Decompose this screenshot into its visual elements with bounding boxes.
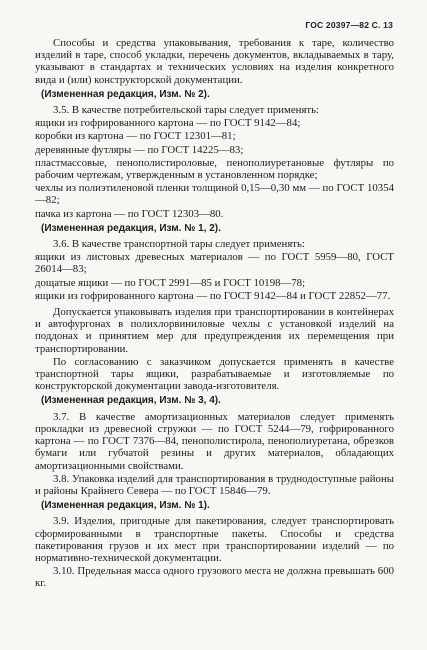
list-line: ящики из гофрированного картона — по ГОСТ 9142—84 и ГОСТ 22852—77. [35,289,391,302]
section-3-6: 3.6. В качестве транспортной тары следует применять: [53,238,305,251]
section-3-8: 3.8. Упаковка изделий для транспортирования в труднодоступные районы и районы Крайнего Севера — по ГОСТ 15846—79. [35,472,394,497]
section-3-10: 3.10. Предельная масса одного грузового места не должна превышать 600 кг. [35,565,394,590]
paragraph: Допускается упаковывать изделия при транспортировании в контейнерах и автофургонах в полихлорвиниловые чехлы с установкой изделий на поддонах и принятием мер для предупреждения их перемещения при транспортировании. [35,306,394,355]
list-line: чехлы из полиэтиленовой пленки толщиной 0,15—0,30 мм — по ГОСТ 10354—82; [35,182,394,207]
amendment-note: (Измененная редакция, Изм. № 3, 4). [41,395,221,407]
paragraph: Способы и средства упаковывания, требования к таре, количество изделий в таре, способ укладки, перечень документов, вкладываемых в тару, указывают в стандартах и технических условиях на изделия конкретного вида и (или) конструкторской документации. [35,37,394,86]
list-line: дощатые ящики — по ГОСТ 2991—85 и ГОСТ 10198—78; [35,276,306,289]
list-line: ящики из листовых древесных материалов — по ГОСТ 5959—80, ГОСТ 26014—83; [35,251,394,276]
list-line: пачка из картона — по ГОСТ 12303—80. [35,207,224,220]
document-body [35,37,394,591]
list-line: ящики из гофрированного картона — по ГОСТ 9142—84; [35,117,301,130]
list-line: деревянные футляры — по ГОСТ 14225—83; [35,143,244,156]
list-line: коробки из картона — по ГОСТ 12301—81; [35,130,236,143]
section-3-7: 3.7. В качестве амортизационных материалов следует применять прокладки из древесной стружки — по ГОСТ 5244—79, гофрированного картона — по ГОСТ 7376—84, пенополистирола, пенополиуретана, обрезков бумаги или губчатой резины и других материалов, обладающих амортизационными свойствами. [35,410,394,472]
section-3-9: 3.9. Изделия, пригодные для пакетирования, следует транспортировать сформированными в транспортные пакеты. Способы и средства пакетирования грузов и их мест при транспортировании изделий — по нормативно-технической документации. [35,515,394,564]
amendment-note: (Измененная редакция, Изм. № 2). [41,88,210,100]
amendment-note: (Измененная редакция, Изм. № 1). [41,500,210,512]
paragraph: По согласованию с заказчиком допускается применять в качестве транспортной тары ящики, разрабатываемые и изготовляемые по конструкторской документации завода-изготовителя. [35,355,394,393]
section-3-5: 3.5. В качестве потребительской тары следует применять: [53,104,320,117]
amendment-note: (Измененная редакция, Изм. № 1, 2). [41,222,221,234]
list-line: пластмассовые, пенополистироловые, пенополиуретановые футляры по рабочим чертежам, утвержденным в установленном порядке; [35,156,394,182]
page-header: ГОС 20397—82 С. 13 [305,20,393,30]
